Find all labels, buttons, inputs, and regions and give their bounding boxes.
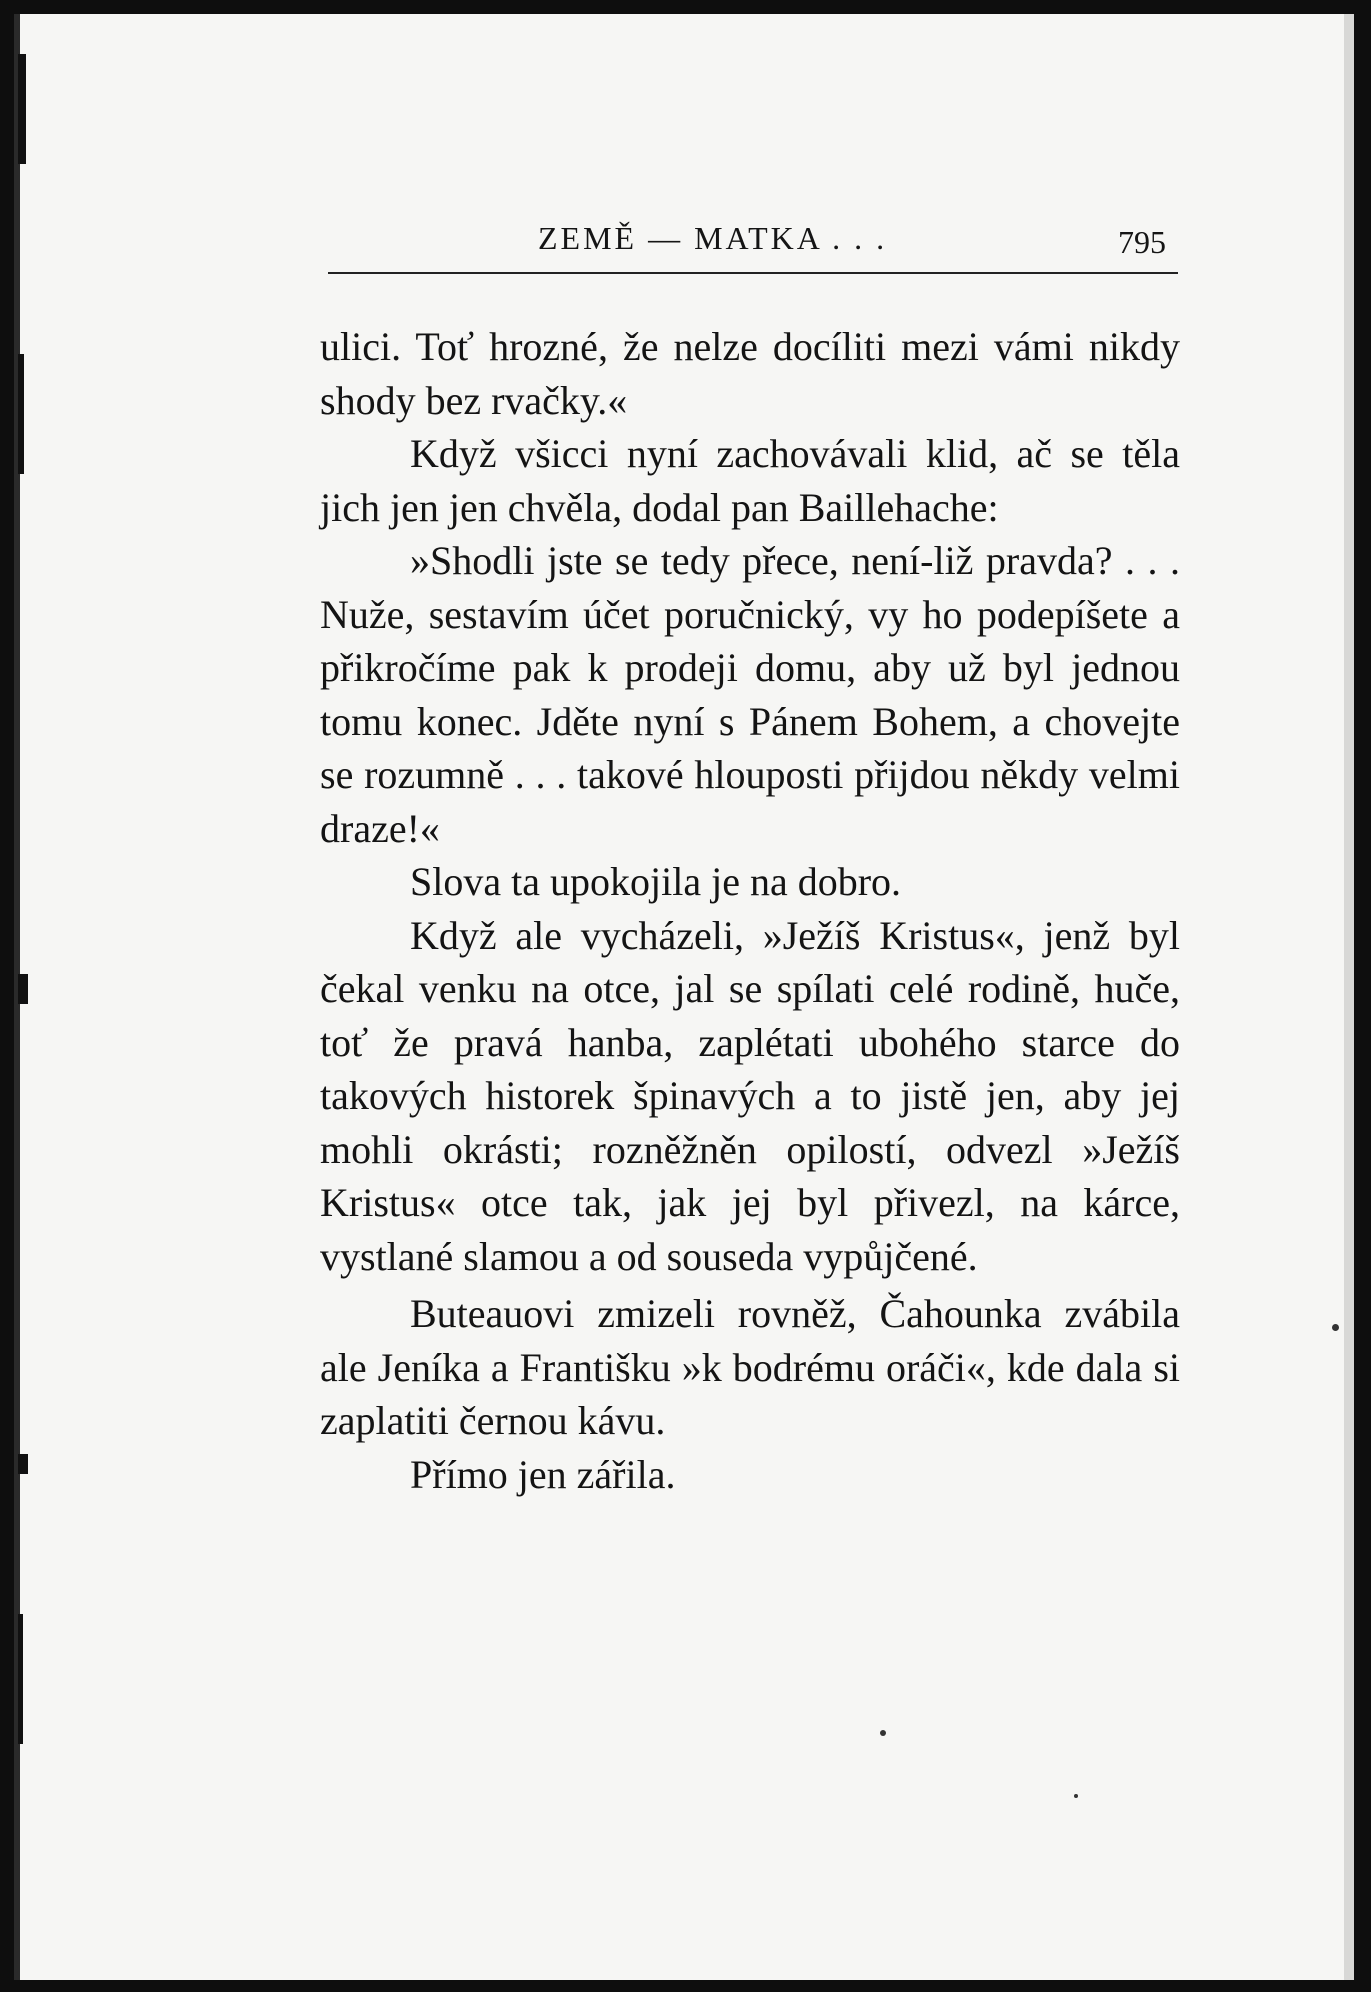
book-page — [14, 14, 1354, 1980]
paragraph: »Shodli jste se tedy přece, není-liž pravda? . . . Nuže, sestavím účet poručnický, vy ho podepíšete a přikročíme pak k prodeji domu, aby už byl jednou tomu konec. Jděte nyní s Pánem Bohem, a chovejte se rozumně . . . takové hlouposti přijdou někdy velmi draze!« — [320, 538, 1180, 851]
paragraph: Když ale vycházeli, »Ježíš Kristus«, jenž byl čekal venku na otce, jal se spílati celé rodině, huče, toť že pravá hanba, zaplétati ubohého starce do takových historek špinavých a to jistě jen, aby jej mohli okrásti; rozněžněn opilostí, odvezl »Ježíš Kristus« otce tak, jak jej byl přivezl, na kárce, vystlané slamou a od souseda vypůjčené. — [320, 912, 1180, 1279]
paragraph: Slova ta upokojila je na dobro. — [410, 859, 902, 904]
binding-mark — [18, 974, 28, 1004]
ink-speck — [880, 1730, 886, 1736]
binding-mark — [18, 1614, 23, 1744]
running-title: ZEMĚ — MATKA . . . — [538, 220, 888, 256]
binding-mark — [18, 354, 24, 474]
binding-edge — [14, 14, 36, 1980]
body-text — [320, 320, 1180, 1501]
binding-mark — [18, 1454, 28, 1474]
page-header — [328, 220, 1178, 274]
page-number: 795 — [1118, 224, 1166, 260]
ink-speck — [1332, 1324, 1339, 1331]
paragraph: Přímo jen zářila. — [410, 1451, 676, 1497]
paragraph: Buteauovi zmizeli rovněž, Čahounka zvábila ale Jeníka a Františku »k bodrému oráči«, kde dala si zaplatiti černou kávu. — [320, 1291, 1180, 1443]
binding-mark — [18, 54, 26, 164]
ink-speck — [1074, 1794, 1078, 1798]
paragraph: ulici. Toť hrozné, že nelze docíliti mezi vámi nikdy shody bez rvačky.« — [320, 324, 1180, 423]
paragraph: Když všicci nyní zachovávali klid, ač se těla jich jen jen chvěla, dodal pan Baillehache: — [320, 431, 1180, 530]
